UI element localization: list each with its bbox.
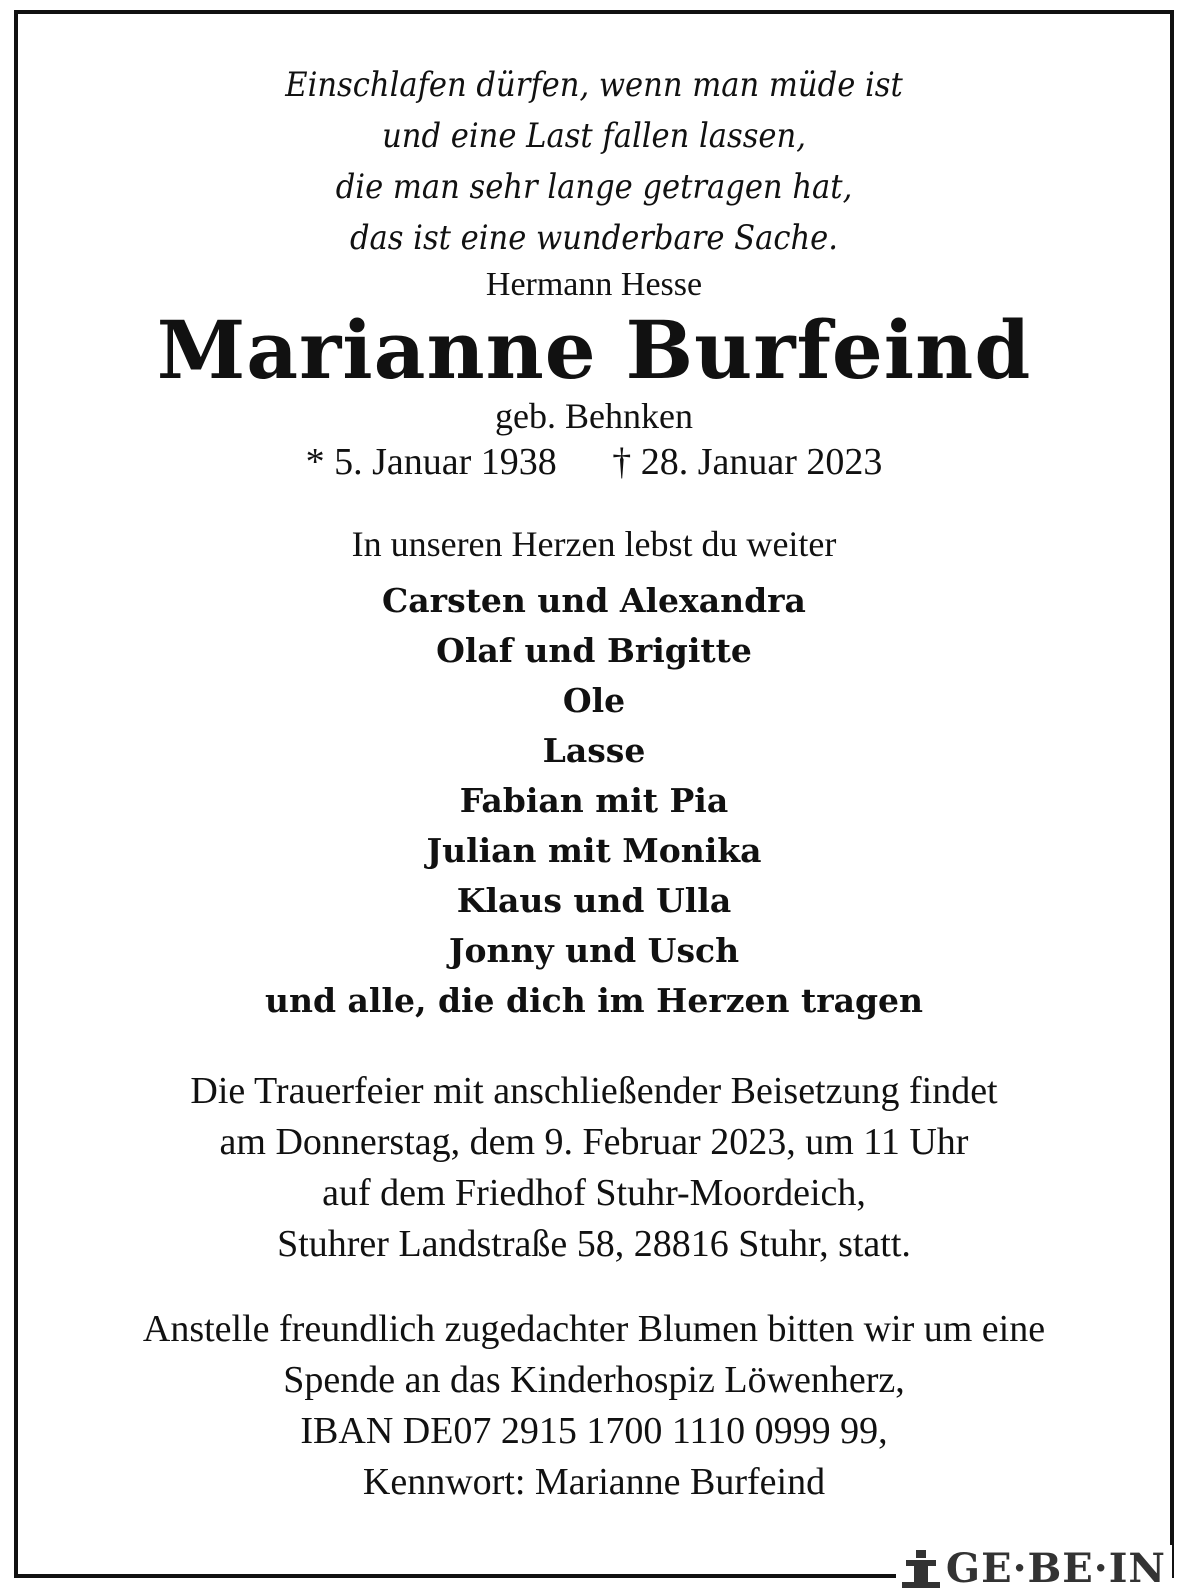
gebein-logo-icon [902, 1548, 940, 1588]
donation-line: Anstelle freundlich zugedachter Blumen bitten wir um eine [142, 1308, 1046, 1350]
funeral-ceremony-info [18, 1066, 1170, 1270]
quote-author: Hermann Hesse [485, 266, 703, 303]
mourner-entry: Klaus und Ulla [456, 881, 732, 920]
donation-request [18, 1304, 1170, 1508]
donation-line: Spende an das Kinderhospiz Löwenherz, [283, 1359, 905, 1401]
mourner-entry: Julian mit Monika [426, 831, 762, 870]
mourner-entry: und alle, die dich im Herzen tragen [264, 981, 924, 1020]
mourner-entry: Carsten und Alexandra [382, 581, 806, 620]
mourner-entry: Ole [562, 681, 626, 720]
quote-block [18, 60, 1170, 264]
deceased-name: Marianne Burfeind [156, 303, 1032, 397]
mourner-entry: Jonny und Usch [448, 931, 740, 970]
death-date: † 28. Januar 2023 [612, 441, 883, 483]
donation-line: IBAN DE07 2915 1700 1110 0999 99, [300, 1410, 888, 1452]
quote-line: Einschlafen dürfen, wenn man müde ist [285, 65, 903, 105]
quote-line: die man sehr lange getragen hat, [335, 167, 853, 207]
mourner-entry: Lasse [542, 731, 646, 770]
maiden-name: geb. Behnken [495, 396, 693, 436]
obituary-notice [18, 14, 1170, 1508]
birth-date: * 5. Januar 1938 [305, 441, 557, 483]
ceremony-line: am Donnerstag, dem 9. Februar 2023, um 11 Uhr [219, 1121, 969, 1163]
mourner-entry: Olaf und Brigitte [436, 631, 752, 670]
quote-line: und eine Last fallen lassen, [382, 116, 806, 156]
ceremony-line: auf dem Friedhof Stuhr-Moordeich, [322, 1172, 866, 1214]
ceremony-line: Stuhrer Landstraße 58, 28816 Stuhr, statt. [277, 1223, 911, 1265]
quote-line: das ist eine wunderbare Sache. [349, 218, 838, 258]
mourners-list [18, 576, 1170, 1026]
mourner-entry: Fabian mit Pia [459, 781, 729, 820]
memorial-motto: In unseren Herzen lebst du weiter [351, 524, 837, 564]
donation-line: Kennwort: Marianne Burfeind [362, 1461, 826, 1503]
gebein-logo [896, 1545, 1172, 1591]
ceremony-line: Die Trauerfeier mit anschließender Beisetzung findet [190, 1070, 998, 1112]
life-dates [18, 438, 1170, 486]
logo-text: GE·BE·IN [945, 1544, 1166, 1592]
